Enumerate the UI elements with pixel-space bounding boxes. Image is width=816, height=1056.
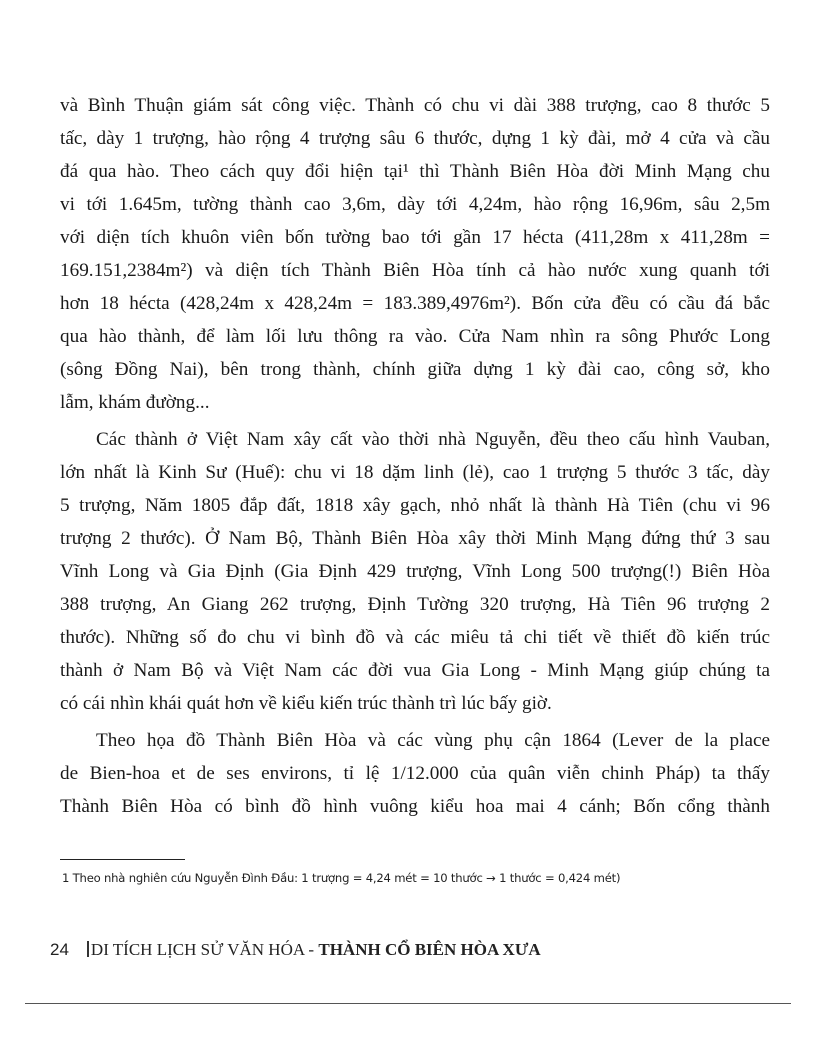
text-line: (sông Đồng Nai), bên trong thành, chính giữa dựng 1 kỳ đài cao, công sở, kho <box>60 359 770 380</box>
book-title: THÀNH CỔ BIÊN HÒA XƯA <box>318 940 541 959</box>
page-bottom-rule <box>25 1003 791 1004</box>
text-line: vi tới 1.645m, tường thành cao 3,6m, dày tới 4,24m, hào rộng 16,96m, sâu 2,5m <box>60 194 770 215</box>
text-line: Thành Biên Hòa có bình đồ hình vuông kiểu hoa mai 4 cánh; Bốn cổng thành <box>60 796 770 817</box>
text-line: de Bien-hoa et de ses environs, tỉ lệ 1/12.000 của quân viễn chinh Pháp) ta thấy <box>60 763 770 784</box>
text-line: lớn nhất là Kinh Sư (Huế): chu vi 18 dặm linh (lẻ), cao 1 trượng 5 thước 3 tấc, dày <box>60 462 770 483</box>
text-line: Vĩnh Long và Gia Định (Gia Định 429 trượng, Vĩnh Long 500 trượng(!) Biên Hòa <box>60 561 770 582</box>
footnote-divider <box>60 859 185 860</box>
footnote: 1 Theo nhà nghiên cứu Nguyễn Đình Đầu: 1 trượng = 4,24 mét = 10 thước → 1 thước = 0,424 mét) <box>62 871 621 885</box>
text-line: và Bình Thuận giám sát công việc. Thành có chu vi dài 388 trượng, cao 8 thước 5 <box>60 95 770 116</box>
text-line: lẫm, khám đường... <box>60 392 210 413</box>
page-number: 24 <box>50 940 69 959</box>
text-line: 388 trượng, An Giang 262 trượng, Định Tường 320 trượng, Hà Tiên 96 trượng 2 <box>60 594 770 615</box>
text-line: Các thành ở Việt Nam xây cất vào thời nhà Nguyễn, đều theo cấu hình Vauban, <box>96 429 770 450</box>
text-line: tấc, dày 1 trượng, hào rộng 4 trượng sâu 6 thước, dựng 1 kỳ đài, mở 4 cửa và cầu <box>60 128 770 149</box>
text-line: Theo họa đồ Thành Biên Hòa và các vùng phụ cận 1864 (Lever de la place <box>96 730 770 751</box>
text-line: 169.151,2384m²) và diện tích Thành Biên Hòa tính cả hào nước xung quanh tới <box>60 260 770 281</box>
paragraph <box>60 724 770 823</box>
text-line: trượng 2 thước). Ở Nam Bộ, Thành Biên Hòa xây thời Minh Mạng đứng thứ 3 sau <box>60 528 770 549</box>
text-line: 5 trượng, Năm 1805 đắp đất, 1818 xây gạch, nhỏ nhất là thành Hà Tiên (chu vi 96 <box>60 495 770 516</box>
page-footer <box>50 940 541 960</box>
text-line: thước). Những số đo chu vi bình đồ và các miêu tả chi tiết về thiết đồ kiến trúc <box>60 627 770 648</box>
text-line: có cái nhìn khái quát hơn về kiểu kiến trúc thành trì lúc bấy giờ. <box>60 693 552 714</box>
text-line: đá qua hào. Theo cách quy đổi hiện tại¹ thì Thành Biên Hòa đời Minh Mạng chu <box>60 161 770 182</box>
paragraph <box>60 423 770 720</box>
paragraph <box>60 89 770 419</box>
text-line: qua hào thành, để làm lối lưu thông ra vào. Cửa Nam nhìn ra sông Phước Long <box>60 326 770 347</box>
text-line: hơn 18 hécta (428,24m x 428,24m = 183.389,4976m²). Bốn cửa đều có cầu đá bắc <box>60 293 770 314</box>
text-line: với diện tích khuôn viên bốn tường bao tới gần 17 hécta (411,28m x 411,28m = <box>60 227 770 248</box>
footer-separator <box>87 941 89 957</box>
text-line: thành ở Nam Bộ và Việt Nam các đời vua Gia Long - Minh Mạng giúp chúng ta <box>60 660 770 681</box>
body-text <box>60 89 770 827</box>
series-title: DI TÍCH LỊCH SỬ VĂN HÓA - <box>90 940 319 959</box>
